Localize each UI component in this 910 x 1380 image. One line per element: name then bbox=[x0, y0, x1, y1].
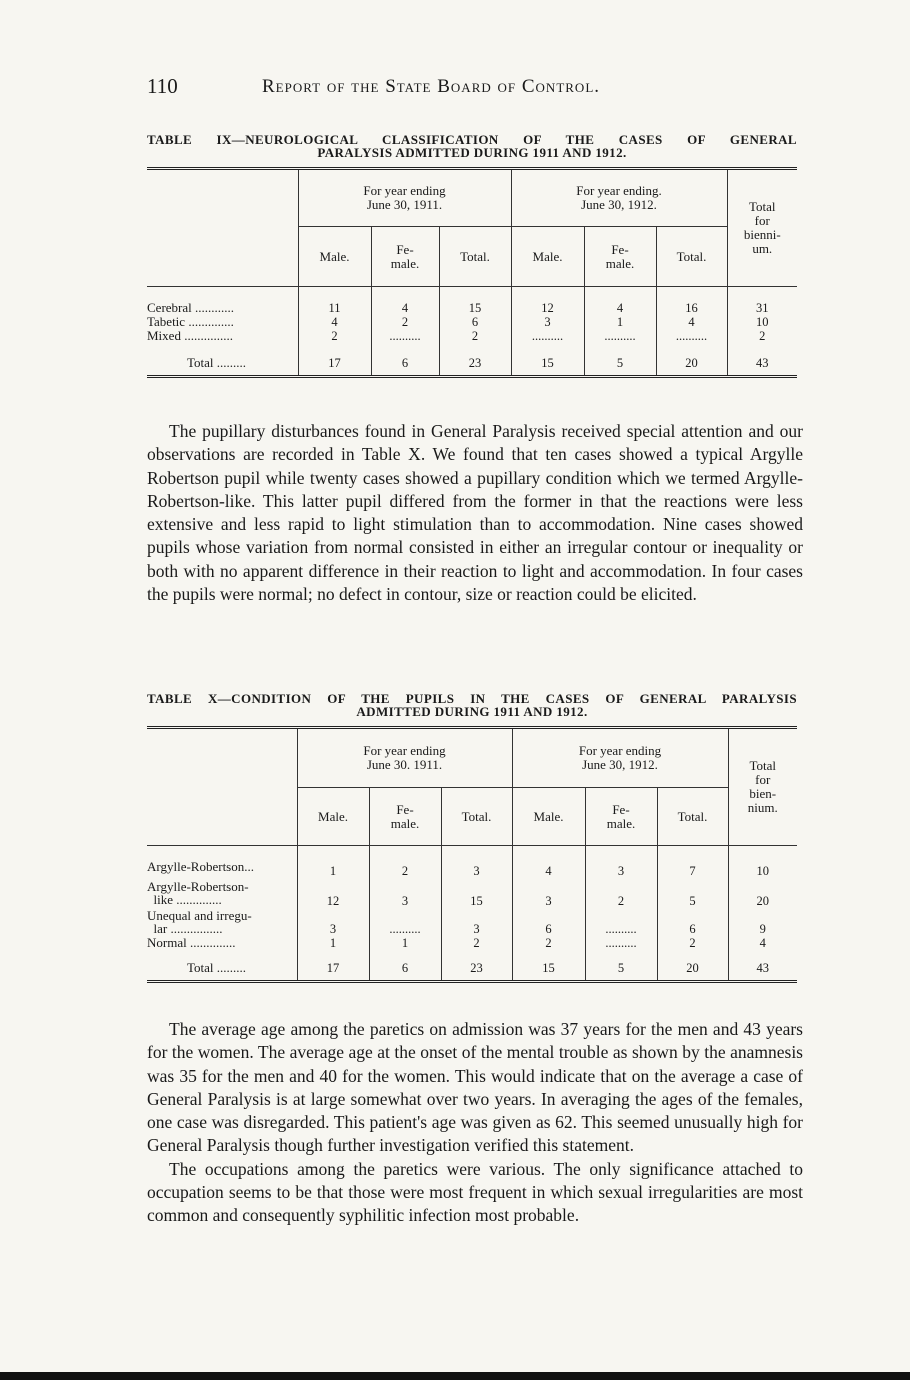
table-cell: 3 bbox=[441, 856, 512, 878]
table-cell: 1 bbox=[369, 936, 441, 950]
table-cell: 3 bbox=[297, 908, 369, 936]
table-cell: .......... bbox=[369, 908, 441, 936]
paragraph-pupillary bbox=[147, 420, 803, 606]
table-cell: 2 bbox=[657, 936, 728, 950]
table-cell: 6 bbox=[439, 315, 511, 329]
table-cell: 7 bbox=[657, 856, 728, 878]
table10-sub-total-1911: Total. bbox=[441, 788, 512, 846]
table10-sub-female-1912: Fe- male. bbox=[585, 788, 657, 846]
table-cell: 12 bbox=[297, 878, 369, 908]
table-cell: .......... bbox=[585, 936, 657, 950]
table-cell: 43 bbox=[728, 956, 797, 982]
table-cell: 1 bbox=[297, 856, 369, 878]
table-cell: 20 bbox=[728, 878, 797, 908]
table-cell: 10 bbox=[728, 856, 797, 878]
table-cell: .......... bbox=[656, 329, 727, 343]
table-cell: 4 bbox=[298, 315, 371, 329]
table10-total-label: Total ......... bbox=[187, 959, 247, 975]
table-cell: 2 bbox=[298, 329, 371, 343]
table-cell: 3 bbox=[369, 878, 441, 908]
table9-group-1911: For year ending June 30, 1911. bbox=[298, 169, 511, 227]
table-row bbox=[147, 878, 797, 908]
table-row bbox=[147, 908, 797, 936]
table-cell: 4 bbox=[656, 315, 727, 329]
table9-sub-total-1912: Total. bbox=[656, 227, 727, 287]
table-cell: 2 bbox=[585, 878, 657, 908]
table-row bbox=[147, 329, 797, 343]
table-cell: 31 bbox=[727, 301, 797, 315]
row-label: Normal .............. bbox=[147, 935, 236, 950]
table-cell: 23 bbox=[439, 351, 511, 377]
table9-title bbox=[147, 133, 797, 159]
row-label: Argylle-Robertson- like .............. bbox=[147, 878, 249, 907]
table10-total-biennium-header: Total for bien- nium. bbox=[728, 728, 797, 846]
table-cell: 4 bbox=[371, 301, 439, 315]
table9-total-label: Total ......... bbox=[187, 354, 247, 370]
table-cell: 2 bbox=[371, 315, 439, 329]
table-cell: 3 bbox=[585, 856, 657, 878]
table10-total-row bbox=[147, 956, 797, 982]
table9-total-biennium-header: Total for bienni- um. bbox=[727, 169, 797, 287]
table-cell: 20 bbox=[656, 351, 727, 377]
table-cell: 12 bbox=[511, 301, 584, 315]
table9-title-line2: PARALYSIS ADMITTED DURING 1911 AND 1912. bbox=[317, 145, 627, 160]
table9-title-line1: TABLE IX—NEUROLOGICAL CLASSIFICATION OF THE CASES OF GENERAL bbox=[147, 132, 797, 147]
table9-total-row bbox=[147, 351, 797, 377]
table9-sub-total-1911: Total. bbox=[439, 227, 511, 287]
table-cell: 10 bbox=[727, 315, 797, 329]
table-cell: 2 bbox=[369, 856, 441, 878]
table10-group-1911: For year ending June 30. 1911. bbox=[297, 728, 512, 788]
table10-sub-male-1911: Male. bbox=[297, 788, 369, 846]
table-cell: 5 bbox=[584, 351, 656, 377]
table10-sub-male-1912: Male. bbox=[512, 788, 585, 846]
table10 bbox=[147, 726, 797, 983]
table-cell: 6 bbox=[371, 351, 439, 377]
table-cell: 2 bbox=[439, 329, 511, 343]
table9 bbox=[147, 167, 797, 378]
row-label: Argylle-Robertson... bbox=[147, 859, 254, 874]
table-cell: 15 bbox=[512, 956, 585, 982]
table-cell: 3 bbox=[512, 878, 585, 908]
scan-edge-bar bbox=[0, 1372, 910, 1380]
paragraph-ages-occupations bbox=[147, 1018, 803, 1228]
paragraph-text: The pupillary disturbances found in General Paralysis received special attention and our observations are recorded in Table X. We found that ten cases showed a typical Argylle Robertson pupil while twenty cases showed a pupillary condition which we termed Argylle-Robertson-like. This latter pupil differed from the former in that the reactions were less extensive and less rapid to light stimulation than to accommodation. Nine cases showed pupils whose variation from normal consisted in either an irregular contour or inequality or both with no apparent difference in their reaction to light and accommodation. In four cases the pupils were normal; no defect in contour, size or reaction could be elicited. bbox=[147, 421, 803, 605]
paragraph-text: The average age among the paretics on admission was 37 years for the men and 43 years for the women. The average age at the onset of the mental trouble as shown by the anamnesis was 35 for the men and 40 for the women. This would indicate that on the average a case of General Paralysis is at large somewhat over two years. In averaging the ages of the females, one case was disregarded. This patient's age was given as 62. This seemed unusually high for General Paralysis though further investigation verified this statement. bbox=[147, 1019, 803, 1156]
table-cell: 1 bbox=[297, 936, 369, 950]
page-header bbox=[147, 74, 797, 106]
table10-sub-total-1912: Total. bbox=[657, 788, 728, 846]
table-cell: 16 bbox=[656, 301, 727, 315]
table-cell: 17 bbox=[297, 956, 369, 982]
table-row bbox=[147, 936, 797, 950]
table-cell: .......... bbox=[585, 908, 657, 936]
table-cell: 2 bbox=[512, 936, 585, 950]
table-row bbox=[147, 856, 797, 878]
table-cell: 11 bbox=[298, 301, 371, 315]
table10-title bbox=[147, 692, 797, 718]
table-cell: .......... bbox=[371, 329, 439, 343]
table-row bbox=[147, 301, 797, 315]
table9-sub-female-1912: Fe- male. bbox=[584, 227, 656, 287]
row-label: Unequal and irregu- lar ................ bbox=[147, 907, 252, 936]
table-cell: 15 bbox=[439, 301, 511, 315]
table-cell: 2 bbox=[727, 329, 797, 343]
table-cell: 5 bbox=[657, 878, 728, 908]
table9-sub-male-1912: Male. bbox=[511, 227, 584, 287]
table-cell: 23 bbox=[441, 956, 512, 982]
table-cell: 4 bbox=[728, 936, 797, 950]
table-cell: 1 bbox=[584, 315, 656, 329]
table-cell: 3 bbox=[511, 315, 584, 329]
table-cell: 4 bbox=[512, 856, 585, 878]
row-label: Mixed ............... bbox=[147, 328, 233, 343]
table-cell: 17 bbox=[298, 351, 371, 377]
table-cell: 2 bbox=[441, 936, 512, 950]
row-label: Cerebral ............ bbox=[147, 300, 235, 315]
table-cell: 4 bbox=[584, 301, 656, 315]
table10-group-1912: For year ending June 30, 1912. bbox=[512, 728, 728, 788]
table-cell: 5 bbox=[585, 956, 657, 982]
running-title: Report of the State Board of Control. bbox=[262, 76, 601, 97]
paragraph-text: The occupations among the paretics were various. The only significance attached to occupation seems to be that those were most frequent in which sexual irregularities are most common and consequently syphilitic infection most probable. bbox=[147, 1158, 803, 1226]
table-row bbox=[147, 315, 797, 329]
table-cell: 15 bbox=[511, 351, 584, 377]
table9-group-1912: For year ending. June 30, 1912. bbox=[511, 169, 727, 227]
table-cell: 6 bbox=[369, 956, 441, 982]
table-cell: 15 bbox=[441, 878, 512, 908]
row-label: Tabetic .............. bbox=[147, 314, 234, 329]
table10-title-line2: ADMITTED DURING 1911 AND 1912. bbox=[356, 704, 588, 719]
table-cell: 9 bbox=[728, 908, 797, 936]
table9-sub-female-1911: Fe- male. bbox=[371, 227, 439, 287]
table-cell: 3 bbox=[441, 908, 512, 936]
table-cell: 43 bbox=[727, 351, 797, 377]
table-cell: .......... bbox=[584, 329, 656, 343]
table10-sub-female-1911: Fe- male. bbox=[369, 788, 441, 846]
table-cell: 6 bbox=[657, 908, 728, 936]
table-cell: 20 bbox=[657, 956, 728, 982]
page-number: 110 bbox=[147, 74, 178, 98]
table9-sub-male-1911: Male. bbox=[298, 227, 371, 287]
table-cell: 6 bbox=[512, 908, 585, 936]
table10-title-line1: TABLE X—CONDITION OF THE PUPILS IN THE CASES OF GENERAL PARALYSIS bbox=[147, 691, 797, 706]
table-cell: .......... bbox=[511, 329, 584, 343]
